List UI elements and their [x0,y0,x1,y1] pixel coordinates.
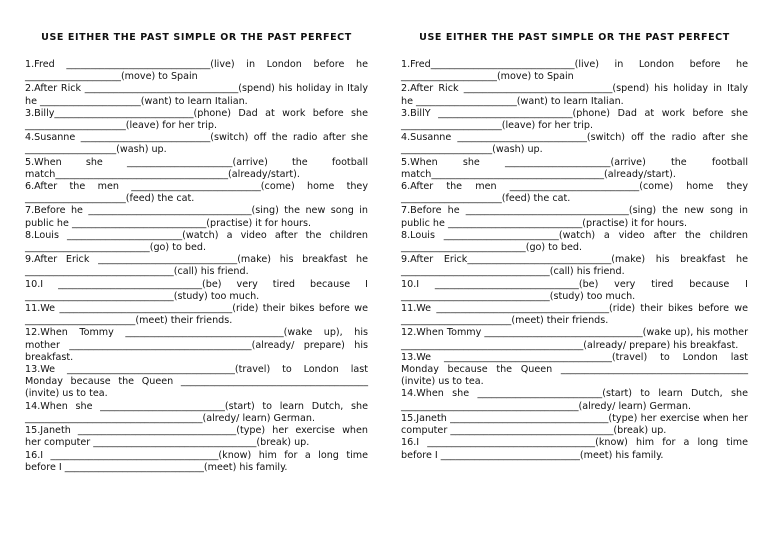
exercise-item: 14.When she __________________________(start) to learn Dutch, she _____________________________________(alredy/ learn) German. [401,388,748,412]
exercise-item: 3.BillY ____________________________(phone) Dad at work before she _____________________(leave) for her trip. [401,107,748,132]
exercise-item: 8.Louis ________________________(watch) a video after the children __________________________(go) to bed. [401,229,748,254]
exercise-item: 5.When she ______________________(arrive) the football match____________________________________(already/start). [401,156,748,180]
exercise-item: 9.After Erick _____________________________(make) his breakfast he _______________________________(call) his friend. [25,254,368,278]
exercise-item: 10.I ______________________________(be) very tired because I _______________________________(study) too much. [401,278,748,302]
worksheet-column-left [25,32,368,474]
exercise-item: 9.After Erick______________________________(make) his breakfast he _______________________________(call) his friend. [401,254,748,278]
exercise-item: 2.After Rick ________________________________(spend) his holiday in Italy he _____________________(want) to learn Italian. [25,83,368,107]
exercise-item: 6.After the men ___________________________(come) home they _____________________(feed) the cat. [25,181,368,205]
exercise-item: 6.After the men ___________________________(come) home they _____________________(feed) the cat. [401,181,748,205]
exercise-item: 16.I ___________________________________(know) him for a long time before I _____________________________(meet) his family. [401,437,748,461]
exercise-item: 4.Susanne ___________________________(switch) off the radio after she ___________________(wash) up. [25,132,368,156]
exercise-item: 4.Susanne ___________________________(switch) off the radio after she ___________________(wash) up. [401,132,748,156]
worksheet-title: USE EITHER THE PAST SIMPLE OR THE PAST PERFECT [419,32,730,43]
exercise-item: 1.Fred______________________________(live) in London before he ____________________(move) to Spain [401,59,748,83]
exercise-item: 7.Before he __________________________________(sing) the new song in public he ____________________________(practise) it for hours. [25,205,368,229]
exercise-item: 15.Janeth _________________________________(type) her exercise when her computer __________________________________(break) up. [401,412,748,437]
exercise-item: 16.I ___________________________________(know) him for a long time before I _____________________________(meet) his family. [25,449,368,473]
exercise-item: 8.Louis ________________________(watch) a video after the children __________________________(go) to bed. [25,229,368,254]
exercise-item: 14.When she __________________________(start) to learn Dutch, she _____________________________________(alredy/ learn) German. [25,400,368,424]
exercise-list [401,59,748,462]
worksheet-title: USE EITHER THE PAST SIMPLE OR THE PAST PERFECT [41,32,352,43]
exercise-list [25,59,368,474]
exercise-item: 2.After Rick _______________________________(spend) his holiday in Italy he _____________________(want) to learn Italian. [401,83,748,107]
exercise-item: 3.Billy_____________________________(phone) Dad at work before she _____________________(leave) for her trip. [25,107,368,132]
worksheet-column-right [401,32,748,462]
exercise-item: 7.Before he __________________________________(sing) the new song in public he ____________________________(practise) it for hours. [401,205,748,229]
exercise-item: 1.Fred ______________________________(live) in London before he ____________________(move) to Spain [25,59,368,83]
exercise-item: 5.When she ______________________(arrive) the football match____________________________________(already/start). [25,156,368,180]
exercise-item: 11.We ____________________________________(ride) their bikes before we _______________________(meet) their friends. [401,303,748,327]
exercise-item: 13.We ___________________________________(travel) to London last Monday because the Queen _______________________________________ (invite) us to tea. [401,351,748,388]
exercise-item: 12.When Tommy _________________________________(wake up), his mother ______________________________________(already/ prepare) his breakfast. [25,327,368,363]
exercise-item: 10.I ______________________________(be) very tired because I _______________________________(study) too much. [25,278,368,302]
exercise-item: 15.Janeth _________________________________(type) her exercise when her computer __________________________________(break) up. [25,425,368,449]
exercise-item: 13.We ___________________________________(travel) to London last Monday because the Queen _______________________________________ (invite) us to tea. [25,364,368,400]
exercise-item: 12.When Tommy _________________________________(wake up), his mother ______________________________________(already/ prepare) his breakfast. [401,327,749,351]
exercise-item: 11.We ____________________________________(ride) their bikes before we _______________________(meet) their friends. [25,303,368,327]
